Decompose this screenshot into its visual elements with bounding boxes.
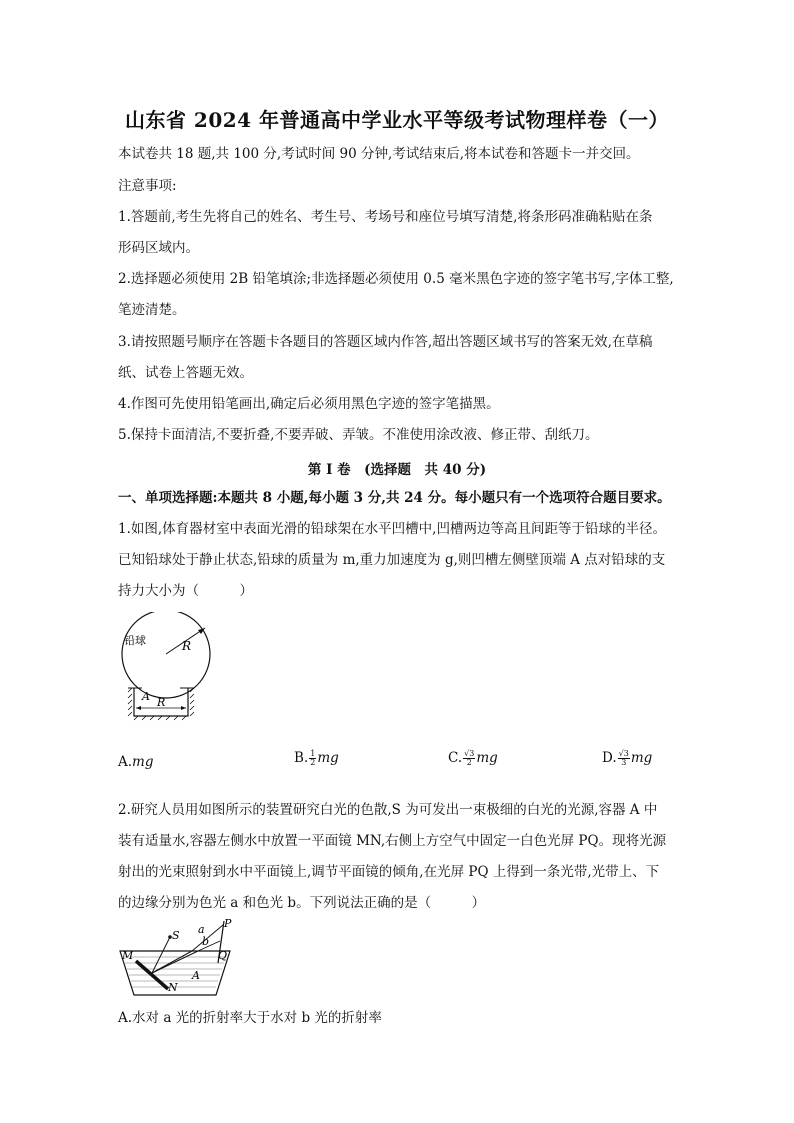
denominator: 2 — [466, 758, 472, 767]
page-title: 山东省 2024 年普通高中学业水平等级考试物理样卷（一） — [124, 108, 670, 132]
figure-label-A: A — [192, 969, 200, 982]
option-label: B. — [294, 750, 309, 766]
figure-label-radius: R — [182, 639, 192, 653]
note-line: 形码区域内。 — [118, 240, 199, 256]
option-text: mg — [132, 754, 154, 770]
numerator: √3 — [464, 749, 475, 758]
q2-line: 射出的光束照射到水中平面镜上,调节平面镜的倾角,在光屏 PQ 上得到一条光带,光带上、下 — [118, 864, 660, 880]
q1-line: 1.如图,体育器材室中表面光滑的铅球架在水平凹槽中,凹槽两边等高且间距等于铅球的半径。 — [118, 521, 666, 537]
section-title: 第 I 卷 (选择题 共 40 分) — [307, 462, 487, 478]
option-text: mg — [630, 750, 653, 766]
note-line: 纸、试卷上答题无效。 — [118, 365, 253, 381]
q1-figure-shot-put — [112, 612, 212, 722]
numerator: √3 — [618, 749, 629, 758]
note-line: 1.答题前,考生先将自己的姓名、考生号、考场号和座位号填写清楚,将条形码准确粘贴在条 — [118, 209, 653, 225]
q2-figure-dispersion — [112, 917, 238, 999]
part-title: 一、单项选择题:本题共 8 小题,每小题 3 分,共 24 分。每小题只有一个选项符合题目要求。 — [118, 490, 671, 506]
figure-label-gap: R — [157, 696, 166, 709]
fraction — [463, 750, 475, 767]
q2-line: 2.研究人员用如图所示的装置研究白光的色散,S 为可发出一束极细的白光的光源,容器 A 中 — [118, 802, 658, 818]
option-text: mg — [476, 750, 498, 766]
note-line: 5.保持卡面清洁,不要折叠,不要弄破、弄皱。不准使用涂改液、修正带、刮纸刀。 — [118, 427, 599, 443]
fraction — [309, 750, 316, 767]
q1-option-a[interactable] — [118, 754, 154, 770]
q1-line: 已知铅球处于静止状态,铅球的质量为 m,重力加速度为 g,则凹槽左侧壁顶端 A 点对铅球的支 — [118, 552, 666, 568]
option-label: D. — [602, 750, 617, 766]
intro-text: 本试卷共 18 题,共 100 分,考试时间 90 分钟,考试结束后,将本试卷和答题卡一并交回。 — [118, 146, 640, 162]
q1-option-c[interactable] — [448, 750, 498, 767]
numerator: 1 — [310, 749, 316, 758]
note-line: 笔迹清楚。 — [118, 302, 186, 318]
figure-label-a: a — [198, 923, 205, 936]
q2-line: 装有适量水,容器左侧水中放置一平面镜 MN,右侧上方空气中固定一白色光屏 PQ。现将光源 — [118, 833, 667, 849]
note-line: 2.选择题必须使用 2B 铅笔填涂;非选择题必须使用 0.5 毫米黑色字迹的签字笔书写,字体工整, — [118, 271, 674, 287]
option-text: mg — [317, 750, 339, 766]
notice-heading: 注意事项: — [118, 178, 177, 194]
q1-option-b[interactable] — [294, 750, 339, 767]
q2-line: 的边缘分别为色光 a 和色光 b。下列说法正确的是（ ） — [118, 895, 486, 911]
figure-label-P: P — [224, 917, 232, 930]
option-label: A. — [118, 754, 133, 770]
figure-label-N: N — [168, 981, 178, 994]
q1-option-d[interactable] — [602, 750, 652, 767]
denominator: 2 — [310, 758, 316, 767]
figure-label-point: A — [142, 690, 150, 703]
q1-line: 持力大小为（ ） — [118, 583, 253, 599]
fraction — [618, 750, 630, 767]
figure-label-b: b — [202, 935, 210, 948]
figure-label-ball: 铅球 — [124, 634, 146, 647]
figure-label-S: S — [172, 929, 180, 942]
note-line: 4.作图可先使用铅笔画出,确定后必须用黑色字迹的签字笔描黑。 — [118, 396, 500, 412]
figure-label-M: M — [122, 949, 134, 962]
q2-option-a[interactable]: A.水对 a 光的折射率大于水对 b 光的折射率 — [118, 1010, 382, 1026]
option-label: C. — [448, 750, 463, 766]
figure-label-Q: Q — [218, 949, 228, 962]
denominator: 3 — [621, 758, 627, 767]
note-line: 3.请按照题号顺序在答题卡各题目的答题区域内作答,超出答题区域书写的答案无效,在草稿 — [118, 334, 653, 350]
